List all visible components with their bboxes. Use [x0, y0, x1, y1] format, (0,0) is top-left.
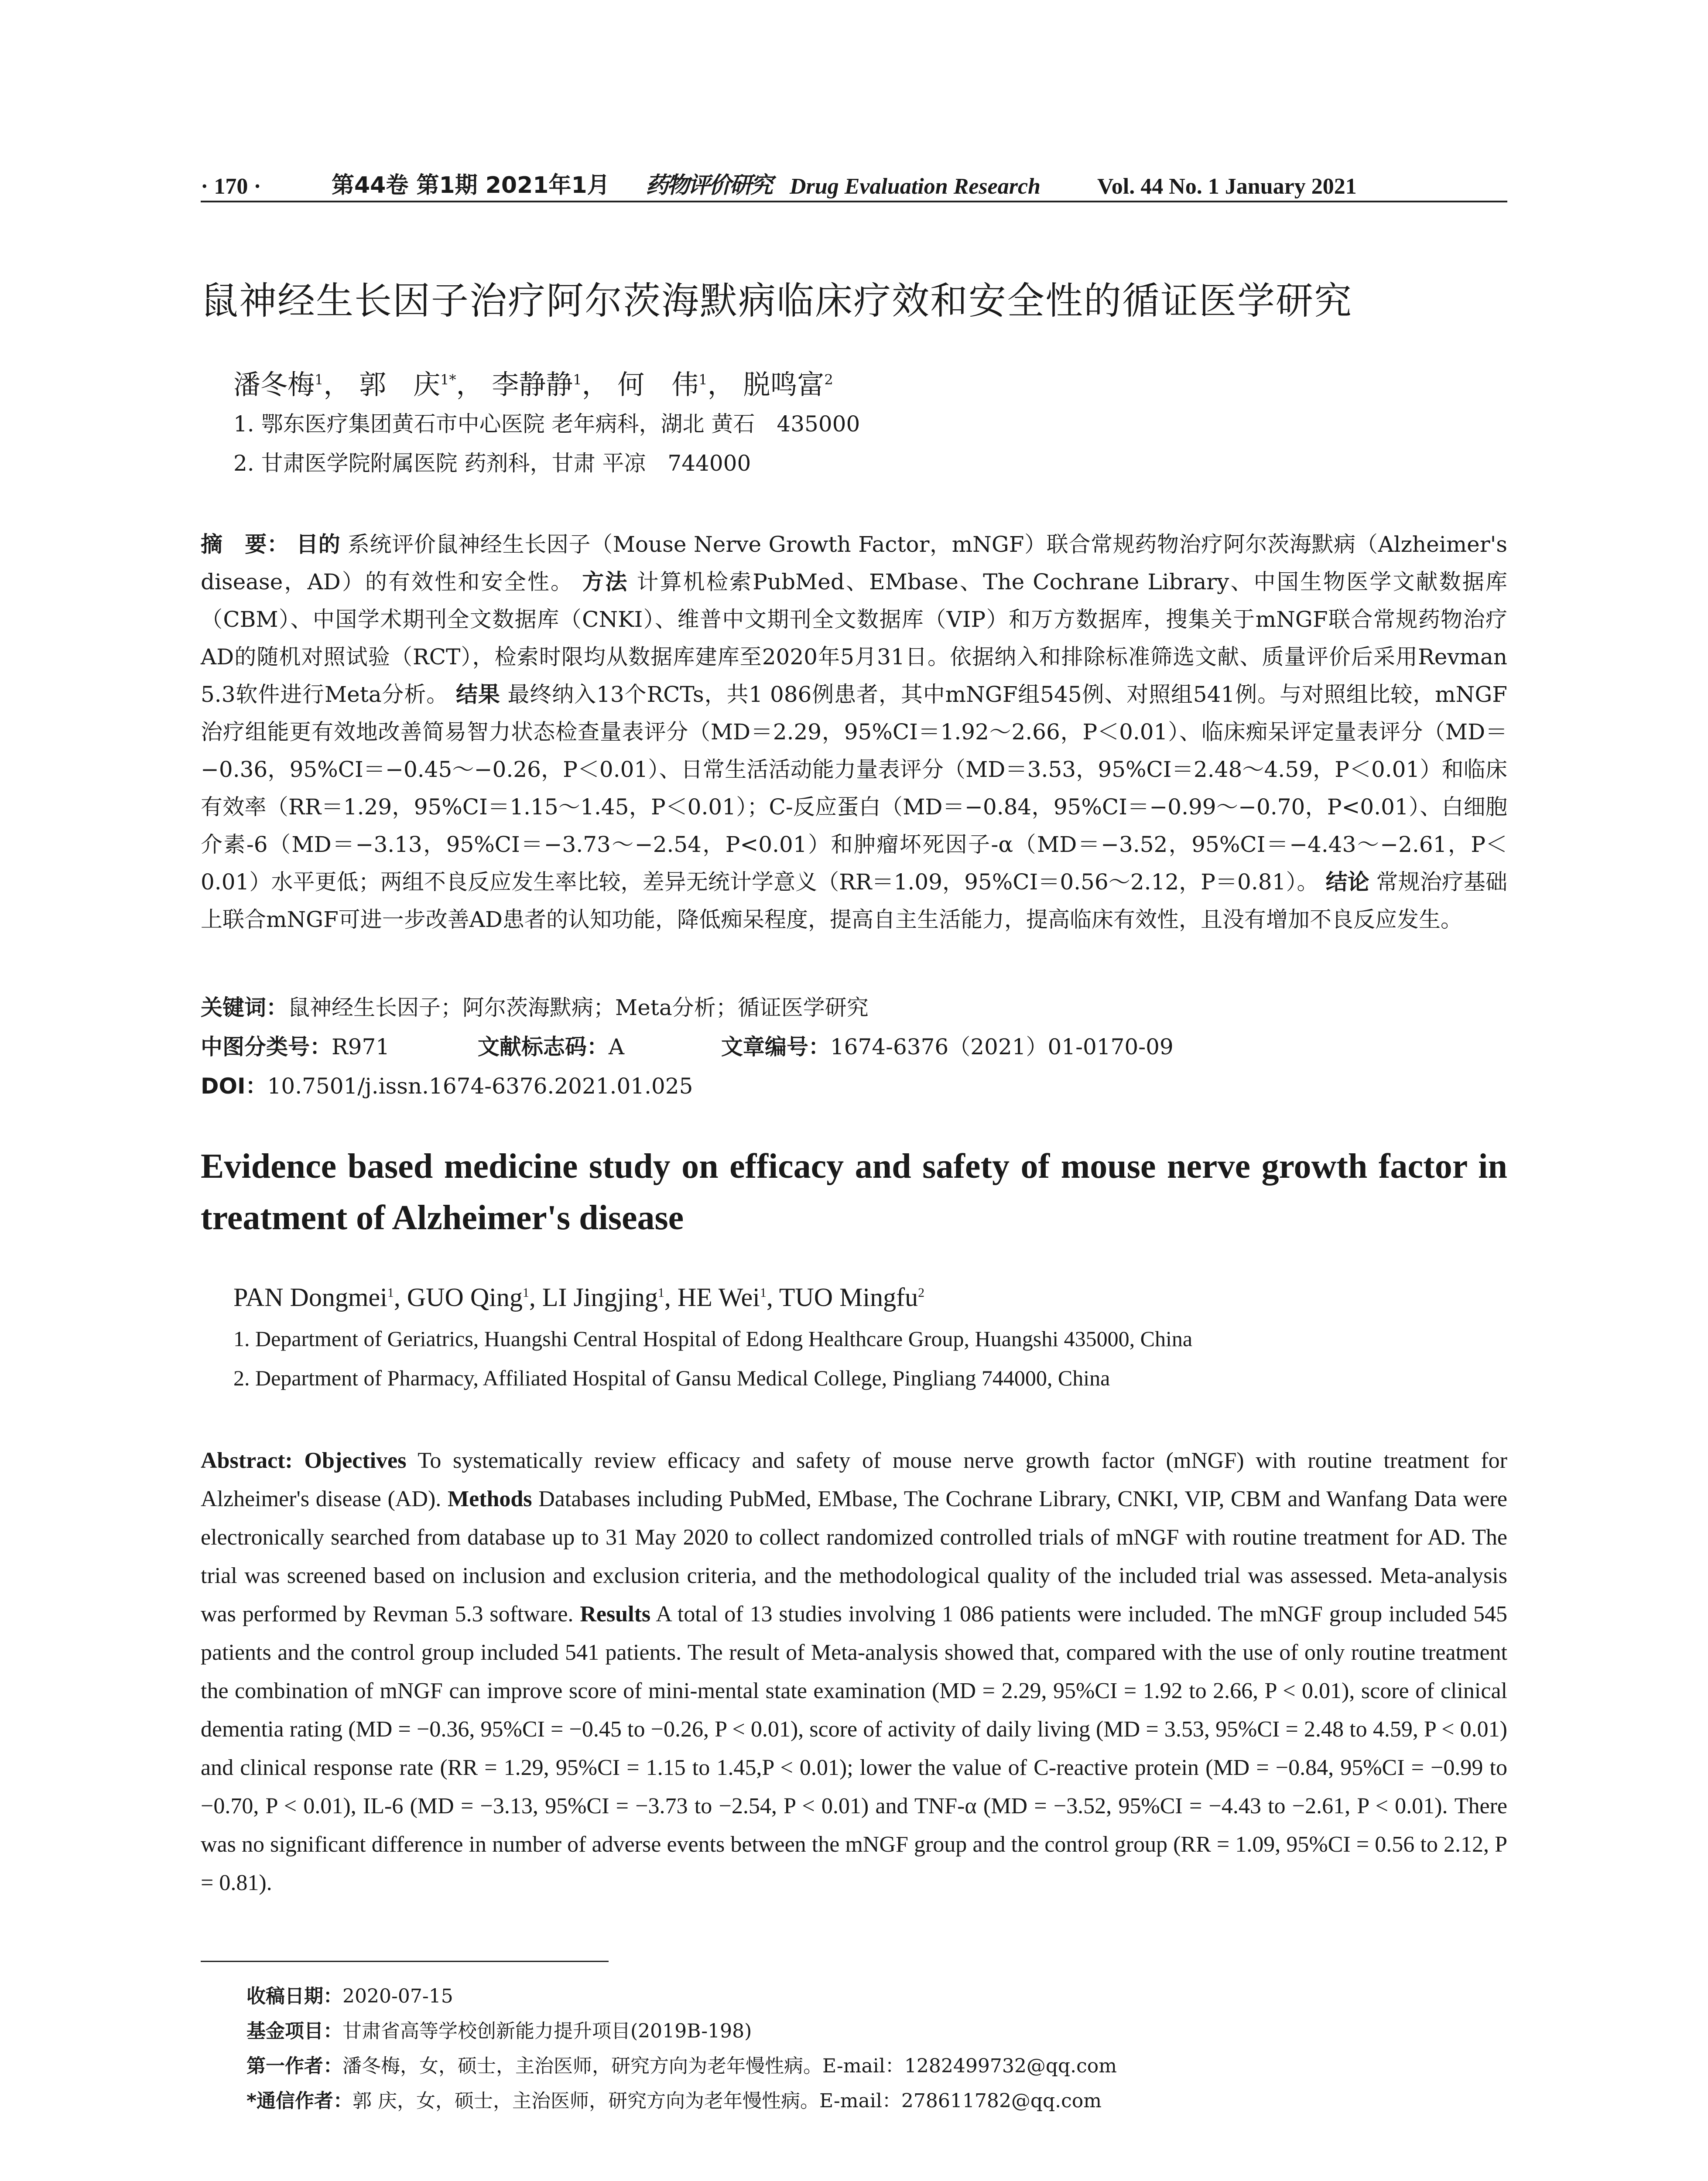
cn-objective: 系统评价鼠神经生长因子（Mouse Nerve Growth Factor，mNGF）联合常规药物治疗阿尔茨海默病（Alzheimer's disease，AD）的有效性和安全性。 — [201, 532, 1508, 595]
en-affiliation-2: 2. Department of Pharmacy, Affiliated Hospital of Gansu Medical College, Pingliang 744000, China — [233, 1366, 1110, 1390]
header-rule — [201, 201, 1507, 202]
cn-classification-line — [201, 1029, 1174, 1061]
en-author: PAN Dongmei$^1$ — [233, 1283, 394, 1312]
cn-author: 潘冬梅$^1$ — [233, 369, 324, 400]
en-results: A total of 13 studies involving 1 086 patients were included. The mNGF group included 545 patients and the control group included 541 patients. The result of Meta-analysis showed that, compared with the use of only routine treatment the combination of mNGF can improve score of mini-mental state examination (MD = 2.29, 95%CI = 1.92 to 2.66, P < 0.01), score of clinical dementia rating (MD = −0.36, 95%CI = −0.45 to −0.26, P < 0.01), score of activity of daily living (MD = 3.53, 95%CI = 2.48 to 4.59, P < 0.01) and clinical response rate (RR = 1.29, 95%CI = 1.15 to 1.45,P < 0.01); lower the value of C-reactive protein (MD = −0.84, 95%CI = −0.99 to −0.70, P < 0.01), IL-6 (MD = −3.13, 95%CI = −3.73 to −2.54, P < 0.01) and TNF-α (MD = −3.52, 95%CI = −4.43 to −2.61, P < 0.01). There was no significant difference in number of adverse events between the mNGF group and the control group (RR = 1.09, 95%CI = 0.56 to 2.12, P = 0.81). — [201, 1602, 1508, 1895]
cn-methods-label: 方法 — [582, 569, 629, 595]
footnote-corresponding-author: *通信作者：郭 庆，女，硕士，主治医师，研究方向为老年慢性病。E-mail：278611782@qq.com — [246, 2090, 1102, 2112]
issue-info-en: Vol. 44 No. 1 January 2021 — [1097, 174, 1357, 199]
cn-abstract — [201, 526, 1507, 938]
cn-conclusion-label: 结论 — [1325, 869, 1369, 895]
cn-author-list: 潘冬梅$^1$， 郭 庆$^{1*}$， 李静静$^1$， 何 伟$^1$， 脱鸣富$^2$ — [233, 369, 833, 400]
issue-info-cn: 第44卷 第1期 2021年1月 — [332, 172, 610, 198]
cn-article-no: 文章编号：1674-6376（2021）01-0170-09 — [721, 1034, 1174, 1060]
footnote-rule — [201, 1961, 609, 1962]
en-abstract — [201, 1442, 1507, 1902]
cn-affiliation-1: 1. 鄂东医疗集团黄石市中心医院 老年病科，湖北 黄石 435000 — [233, 411, 860, 437]
cn-title: 鼠神经生长因子治疗阿尔茨海默病临床疗效和安全性的循证医学研究 — [201, 279, 1352, 323]
cn-author: 李静静$^1$ — [492, 369, 582, 400]
cn-conclusion: 常规治疗基础上联合mNGF可进一步改善AD患者的认知功能，降低痴呆程度，提高自主生活能力，提高临床有效性，且没有增加不良反应发生。 — [201, 869, 1508, 932]
cn-doc-code: 文献标志码：A — [477, 1034, 625, 1060]
en-author: LI Jingjing$^1$ — [542, 1283, 664, 1312]
en-abstract-label: Abstract: — [201, 1448, 293, 1473]
en-objectives: To systematically review efficacy and safety of mouse nerve growth factor (mNGF) with routine treatment for Alzheimer's disease (AD). — [201, 1448, 1508, 1511]
journal-logo: 药物评价研究 — [646, 172, 772, 198]
footnote-received: 收稿日期：2020-07-15 — [246, 1985, 453, 2007]
cn-author: 何 伟$^1$ — [617, 369, 708, 400]
page-number: · 170 · — [201, 174, 261, 199]
journal-name-en: Drug Evaluation Research — [790, 174, 1041, 199]
cn-objective-label: 目的 — [296, 532, 341, 557]
en-author: TUO Mingfu$^2$ — [779, 1283, 925, 1312]
en-methods: Databases including PubMed, EMbase, The Cochrane Library, CNKI, VIP, CBM and Wanfang Data were electronically searched from database up to 31 May 2020 to collect randomized controlled trials of mNGF with routine treatment for AD. The trial was screened based on inclusion and exclusion criteria, and the methodological quality of the included trial was assessed. Meta-analysis was performed by Revman 5.3 software. — [201, 1487, 1507, 1627]
en-objectives-label: Objectives — [304, 1448, 407, 1473]
en-results-label: Results — [580, 1602, 651, 1627]
en-author: GUO Qing$^1$ — [407, 1283, 529, 1312]
en-author: HE Wei$^1$ — [677, 1283, 767, 1312]
cn-results-label: 结果 — [455, 682, 500, 707]
cn-affiliation-2: 2. 甘肃医学院附属医院 药剂科，甘肃 平凉 744000 — [233, 451, 751, 476]
cn-methods: 计算机检索PubMed、EMbase、The Cochrane Library、中国生物医学文献数据库（CBM）、中国学术期刊全文数据库（CNKI）、维普中文期刊全文数据库（VIP）和万方数据库，搜集关于mNGF联合常规药物治疗AD的随机对照试验（RCT），检索时限均从数据库建库至2020年5月31日。依据纳入和排除标准筛选文献、质量评价后采用Revman 5.3软件进行Meta分析。 — [201, 569, 1507, 707]
cn-keywords: 关键词：鼠神经生长因子；阿尔茨海默病；Meta分析；循证医学研究 — [201, 995, 869, 1020]
en-methods-label: Methods — [447, 1487, 532, 1511]
en-author-list: PAN Dongmei$^1$, GUO Qing$^1$, LI Jingjing$^1$, HE Wei$^1$, TUO Mingfu$^2$ — [233, 1283, 925, 1312]
cn-author: 脱鸣富$^2$ — [743, 369, 833, 400]
en-title: Evidence based medicine study on efficacy and safety of mouse nerve growth factor in treatment of Alzheimer's disease — [201, 1147, 1507, 1237]
cn-doi: DOI：10.7501/j.issn.1674-6376.2021.01.025 — [201, 1073, 693, 1099]
footnote-funding: 基金项目：甘肃省高等学校创新能力提升项目(2019B-198) — [246, 2020, 752, 2042]
cn-clc: 中图分类号：R971 — [201, 1034, 390, 1060]
cn-author: 郭 庆$^{1*}$ — [359, 369, 456, 400]
en-affiliation-1: 1. Department of Geriatrics, Huangshi Central Hospital of Edong Healthcare Group, Huangshi 435000, China — [233, 1326, 1193, 1351]
footnote-first-author: 第一作者：潘冬梅，女，硕士，主治医师，研究方向为老年慢性病。E-mail：1282499732@qq.com — [246, 2055, 1117, 2077]
cn-results: 最终纳入13个RCTs，共1 086例患者，其中mNGF组545例、对照组541例。与对照组比较，mNGF治疗组能更有效地改善简易智力状态检查量表评分（MD＝2.29，95%CI＝1.92～2.66，P＜0.01）、临床痴呆评定量表评分（MD＝−0.36，95%CI＝−0.45～−0.26，P＜0.01）、日常生活活动能力量表评分（MD＝3.53，95%CI＝2.48～4.59，P＜0.01）和临床有效率（RR＝1.29，95%CI＝1.15～1.45，P＜0.01）；C-反应蛋白（MD＝−0.84，95%CI＝−0.99～−0.70，P<0.01）、白细胞介素-6（MD＝−3.13，95%CI＝−3.73～−2.54，P<0.01）和肿瘤坏死因子-α（MD＝−3.52，95%CI＝−4.43～−2.61，P＜0.01）水平更低；两组不良反应发生率比较，差异无统计学意义（RR＝1.09，95%CI＝0.56～2.12，P＝0.81）。 — [201, 682, 1507, 895]
cn-abstract-label: 摘 要： — [201, 532, 289, 557]
